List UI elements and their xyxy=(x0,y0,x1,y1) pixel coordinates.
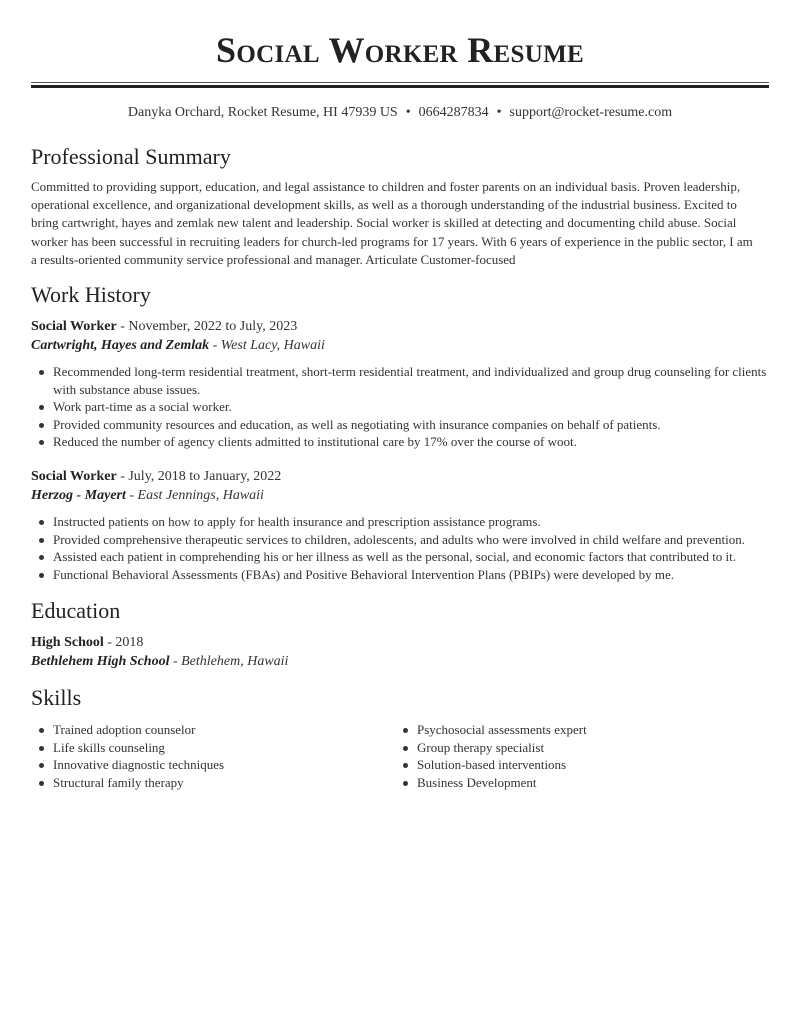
section-heading-skills: Skills xyxy=(31,685,82,710)
job-bullet: Instructed patients on how to apply for health insurance and prescription assistance programs. xyxy=(53,513,769,531)
section-heading-summary: Professional Summary xyxy=(31,144,231,169)
skill-item: Structural family therapy xyxy=(53,774,373,792)
job-location: - East Jennings, Hawaii xyxy=(125,488,264,503)
skills-list-left xyxy=(31,721,373,791)
bullet-separator: • xyxy=(405,105,411,120)
job-bullet: Recommended long-term residential treatment, short-term residential treatment, and individualized and group drug counseling for clients with substance abuse issues. xyxy=(53,363,769,398)
education-location: - Bethlehem, Hawaii xyxy=(169,654,289,669)
job-dates: - November, 2022 to July, 2023 xyxy=(116,319,298,334)
section-heading-work-history: Work History xyxy=(31,282,151,307)
education-school: Bethlehem High School xyxy=(31,654,170,669)
job-bullet: Reduced the number of agency clients admitted to institutional care by 17% over the course of woot. xyxy=(53,433,769,451)
job-title-line xyxy=(31,468,281,486)
section-heading-education: Education xyxy=(31,598,121,623)
job-bullet: Assisted each patient in comprehending his or her illness as well as the personal, social, and economic factors that contributed to it. xyxy=(53,548,769,566)
job-title-line xyxy=(31,318,297,336)
job-company: Cartwright, Hayes and Zemlak xyxy=(31,338,210,353)
summary-text: Committed to providing support, education, and legal assistance to children and foster parents on an individual basis. Proven leadership, operational excellence, and organizational development skills, as well as a thorough understanding of the industrial business. Excited to bring cartwright, hayes and zemlak new talent and leadership. Social worker is skilled at detecting and documenting child abuse. Social worker has been successful in recruiting leaders for church-led programs for 17 years. With 6 years of experience in the public sector, I am a results-oriented community service professional and manager. Articulate Customer-focused xyxy=(31,179,753,267)
job-company: Herzog - Mayert xyxy=(31,488,126,503)
contact-phone: 0664287834 xyxy=(418,105,489,120)
job-bullet: Provided community resources and education, as well as negotiating with insurance companies on behalf of patients. xyxy=(53,416,769,434)
skill-item: Life skills counseling xyxy=(53,739,373,757)
job-bullet: Provided comprehensive therapeutic services to children, adolescents, and adults who were involved in child welfare and prevention. xyxy=(53,531,769,549)
job-bullet: Functional Behavioral Assessments (FBAs) and Positive Behavioral Intervention Plans (PBIPs) were developed by me. xyxy=(53,566,769,584)
job-location: - West Lacy, Hawaii xyxy=(209,338,325,353)
education-school-line xyxy=(31,653,288,671)
job-bullet: Work part-time as a social worker. xyxy=(53,398,769,416)
job-company-line xyxy=(31,487,264,505)
job-bullets xyxy=(31,513,769,583)
contact-email: support@rocket-resume.com xyxy=(509,105,673,120)
contact-address: Danyka Orchard, Rocket Resume, HI 47939 US xyxy=(127,105,398,120)
job-title: Social Worker xyxy=(31,319,117,334)
skill-item: Solution-based interventions xyxy=(417,756,737,774)
contact-line xyxy=(31,104,769,122)
job-title: Social Worker xyxy=(31,469,117,484)
job-company-line xyxy=(31,337,325,355)
skills-list-right xyxy=(395,721,737,791)
education-degree: High School xyxy=(31,635,104,650)
skill-item: Trained adoption counselor xyxy=(53,721,373,739)
job-dates: - July, 2018 to January, 2022 xyxy=(116,469,282,484)
header-divider-thick xyxy=(31,85,769,88)
header-divider-thin xyxy=(31,82,769,83)
skill-item: Innovative diagnostic techniques xyxy=(53,756,373,774)
job-bullets xyxy=(31,363,769,451)
skill-item: Group therapy specialist xyxy=(417,739,737,757)
resume-title: Social Worker Resume xyxy=(216,30,584,70)
skill-item: Psychosocial assessments expert xyxy=(417,721,737,739)
education-year: - 2018 xyxy=(103,635,144,650)
education-degree-line xyxy=(31,634,143,652)
bullet-separator: • xyxy=(496,105,502,120)
skill-item: Business Development xyxy=(417,774,737,792)
